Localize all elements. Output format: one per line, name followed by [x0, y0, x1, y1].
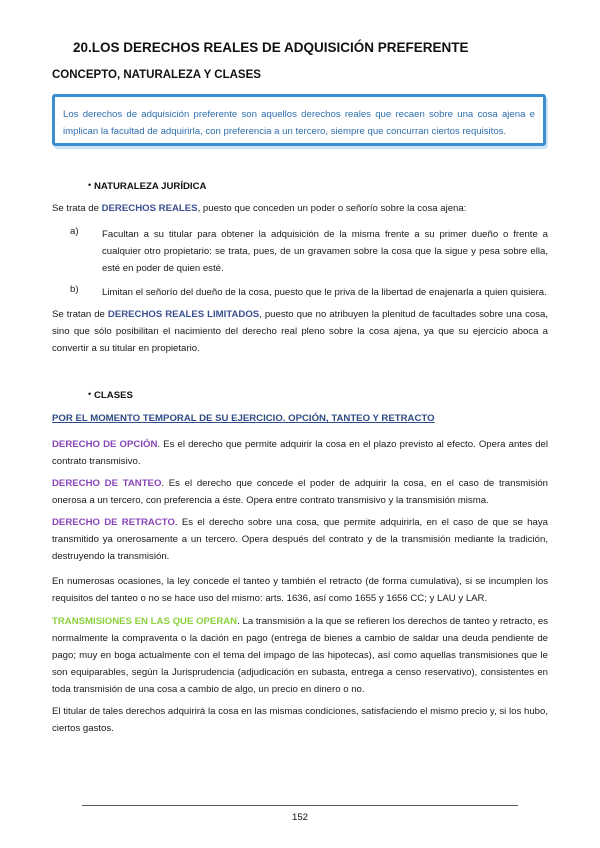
naturaleza-intro: Se trata de DERECHOS REALES, puesto que conceden un poder o señorío sobre la cosa ajena: — [52, 203, 467, 214]
retracto-paragraph: DERECHO DE RETRACTO. Es el derecho sobre una cosa, que permite adquirirla, en el caso de que se haya transmitido ya onerosamente a un tercero. Opera después del contrato y de la transmisión mediante la tradición, destruyendo la transmisión. — [52, 517, 548, 562]
retracto-keyword: DERECHO DE RETRACTO — [52, 517, 175, 528]
titular-paragraph: El titular de tales derechos adquirirá la cosa en las mismas condiciones, satisfaciendo el mismo precio y, si los hubo, ciertos gastos. — [52, 706, 548, 734]
section-subtitle: CONCEPTO, NATURALEZA Y CLASES — [52, 69, 261, 81]
opcion-paragraph: DERECHO DE OPCIÓN. Es el derecho que permite adquirir la cosa en el plazo previsto al efecto. Opera antes del contrato transmisivo. — [52, 439, 548, 467]
derechos-reales-keyword: DERECHOS REALES — [101, 203, 198, 214]
item-label-a: a) — [70, 226, 79, 237]
transmisiones-paragraph: TRANSMISIONES EN LAS QUE OPERAN. La transmisión a la que se refieren los derechos de tanteo y retracto, es normalmente la compraventa o la dación en pago (entrega de bienes a cambio de saldar una deuda pendiente de pago; muy en boga actualmente con el tema del impago de las hipotecas), así como aquellas transmisiones que le son equiparables, según la Jurisprudencia (adjudicación en subasta, entrega a censo reservativo), consistentes en toda transmisión de una cosa a cambio de algo, un precio en dinero o no. — [52, 616, 549, 695]
item-label-b: b) — [70, 284, 79, 295]
item-text-a: Facultan a su titular para obtener la adquisición de la misma frente a su primer dueño o frente a cualquier otro propietario: se trata, pues, de un gravamen sobre la cosa que la sigue y pesa sobre ella, esté en poder de quien esté. — [102, 229, 548, 274]
limitados-paragraph: Se tratan de DERECHOS REALES LIMITADOS, puesto que no atribuyen la plenitud de facultades sobre una cosa, sino que sólo posibilitan el nacimiento del derecho real pleno sobre la cosa ajena, ya que su ejercicio aboca a convertir a su titular en propietario. — [52, 309, 548, 354]
naturaleza-heading: NATURALEZA JURÍDICA — [94, 181, 207, 192]
derechos-reales-limitados-keyword: DERECHOS REALES LIMITADOS — [107, 309, 260, 320]
definition-callout — [52, 94, 546, 146]
transmisiones-keyword: TRANSMISIONES EN LAS QUE OPERAN — [52, 616, 238, 627]
footer-divider — [82, 805, 518, 806]
opcion-keyword: DERECHO DE OPCIÓN — [52, 439, 158, 450]
tanteo-keyword: DERECHO DE TANTEO — [52, 478, 162, 489]
clases-section-heading: POR EL MOMENTO TEMPORAL DE SU EJERCICIO. OPCIÓN, TANTEO Y RETRACTO — [52, 413, 435, 424]
definition-text: Los derechos de adquisición preferente son aquellos derechos reales que recaen sobre una cosa ajena e implican la facultad de adquirirla, con preferencia a un tercero, siempre que concurran ciertos requisitos. — [63, 109, 535, 137]
clases-heading: CLASES — [94, 390, 133, 401]
bullet-icon: • — [88, 389, 92, 399]
item-text-b: Limitan el señorío del dueño de la cosa, puesto que le priva de la libertad de enajenarla a quien quisiera. — [102, 287, 547, 298]
page-title: 20.LOS DERECHOS REALES DE ADQUISICIÓN PREFERENTE — [73, 40, 469, 55]
numerosas-paragraph: En numerosas ocasiones, la ley concede el tanteo y también el retracto (de forma cumulativa), si se incumplen los requisitos del tanteo o no se hace uso del mismo: arts. 1636, así como 1655 y 1656 CC; y LAU y LAR. — [52, 576, 548, 604]
tanteo-paragraph: DERECHO DE TANTEO. Es el derecho que concede el poder de adquirir la cosa, en el caso de transmisión onerosa a un tercero, con preferencia a éste. Opera entre contrato transmisivo y la transmisión misma. — [52, 478, 548, 506]
page-number: 152 — [291, 812, 308, 823]
bullet-icon: • — [88, 180, 92, 190]
